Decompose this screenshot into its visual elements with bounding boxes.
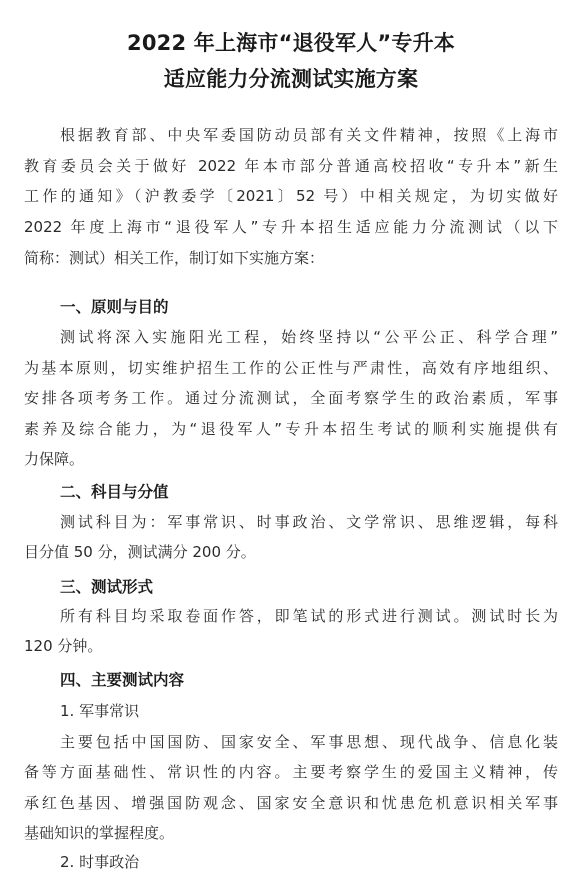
intro-line: 教育委员会关于做好 2022 年本市部分普通高校招收“专升本”新生 xyxy=(24,157,558,175)
section-line: 目分值 50 分，测试满分 200 分。 xyxy=(24,543,256,561)
document-title-line-1: 2022 年上海市“退役军人”专升本 xyxy=(127,31,455,55)
section-heading: 三、测试形式 xyxy=(60,578,154,596)
intro-line: 工作的通知》（沪教委学〔2021〕52 号）中相关规定，为切实做好 xyxy=(24,187,558,205)
section-heading: 四、主要测试内容 xyxy=(60,671,185,689)
section-line: 备等方面基础性、常识性的内容。主要考察学生的爱国主义精神，传 xyxy=(24,763,558,781)
section-line: 所有科目均采取卷面作答，即笔试的形式进行测试。测试时长为 xyxy=(60,607,558,625)
section-heading: 二、科目与分值 xyxy=(60,483,169,501)
section-line: 基础知识的掌握程度。 xyxy=(24,824,175,842)
section-line: 测试将深入实施阳光工程，始终坚持以“公平公正、科学合理” xyxy=(60,328,558,346)
section-heading: 一、原则与目的 xyxy=(60,298,169,316)
section-line: 承红色基因、增强国防观念、国家安全意识和忧患危机意识相关军事 xyxy=(24,794,558,812)
section-line: 测试科目为：军事常识、时事政治、文学常识、思维逻辑，每科 xyxy=(60,513,558,531)
section-line: 为基本原则，切实维护招生工作的公正性与严肃性，高效有序地组织、 xyxy=(24,359,558,377)
section-line: 120 分钟。 xyxy=(24,637,103,655)
section-line: 安排各项考务工作。通过分流测试，全面考察学生的政治素质，军事 xyxy=(24,389,558,407)
subsection-heading: 1. 军事常识 xyxy=(60,702,140,720)
intro-line: 2022 年度上海市“退役军人”专升本招生适应能力分流测试（以下 xyxy=(24,218,558,236)
section-line: 素养及综合能力，为“退役军人”专升本招生考试的顺利实施提供有 xyxy=(24,420,558,438)
intro-line: 根据教育部、中央军委国防动员部有关文件精神，按照《上海市 xyxy=(60,126,558,144)
section-line: 力保障。 xyxy=(24,450,85,468)
section-line: 主要包括中国国防、国家安全、军事思想、现代战争、信息化装 xyxy=(60,733,558,751)
document-title-line-2: 适应能力分流测试实施方案 xyxy=(163,67,419,91)
subsection-heading: 2. 时事政治 xyxy=(60,853,140,871)
intro-line: 简称：测试）相关工作，制订如下实施方案： xyxy=(24,249,325,267)
